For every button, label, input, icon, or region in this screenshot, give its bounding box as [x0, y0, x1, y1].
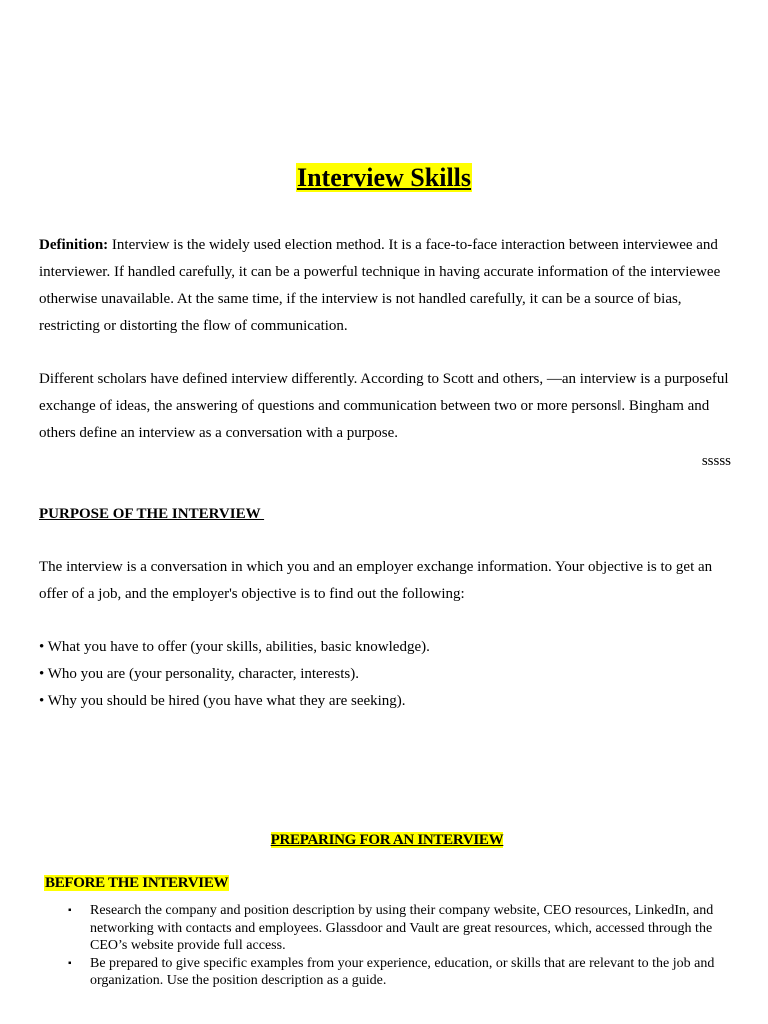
list-item: • Why you should be hired (you have what they are seeking).: [39, 693, 406, 709]
list-item-text: Research the company and position description by using their company website, CEO resources, LinkedIn, and networking with contacts and employees. Glassdoor and Vault are great resources, which, accessed through the CEO’s website provide full access.: [90, 903, 714, 953]
scholars-paragraph: Different scholars have defined interview differently. According to Scott and others, ―an interview is a purposeful exchange of ideas, the answering of questions and communication between two or more persons‖. Bingham and others define an interview as a conversation with a purpose.: [39, 371, 729, 441]
definition-text: Interview is the widely used election method. It is a face-to-face interaction between interviewee and interviewer. If handled carefully, it can be a powerful technique in having accurate information of the interviewee otherwise unavailable. At the same time, if the interview is not handled carefully, it can be a source of bias, restricting or distorting the flow of communication.: [39, 237, 721, 334]
purpose-heading: PURPOSE OF THE INTERVIEW: [39, 506, 265, 522]
list-item: [68, 902, 728, 955]
document-title: Interview Skills: [296, 163, 472, 192]
list-item: • What you have to offer (your skills, abilities, basic knowledge).: [39, 639, 430, 655]
list-item: [68, 955, 728, 990]
definition-label: Definition:: [39, 237, 109, 253]
list-item-text: Be prepared to give specific examples from your experience, education, or skills that are relevant to the job and organization. Use the position description as a guide.: [90, 955, 715, 988]
stray-text: sssss: [701, 453, 731, 469]
square-bullet-icon: ▪: [68, 957, 72, 969]
purpose-paragraph: The interview is a conversation in which you and an employer exchange information. Your objective is to get an offer of a job, and the employer's objective is to find out the following:: [39, 559, 713, 602]
square-bullet-icon: ▪: [68, 905, 72, 916]
list-item: • Who you are (your personality, character, interests).: [39, 666, 359, 682]
before-interview-heading: BEFORE THE INTERVIEW: [45, 875, 229, 891]
definition-paragraph: [39, 232, 731, 340]
purpose-bullet-list: [39, 634, 430, 715]
before-bullet-list: [68, 902, 728, 990]
preparing-heading: PREPARING FOR AN INTERVIEW: [270, 832, 504, 848]
